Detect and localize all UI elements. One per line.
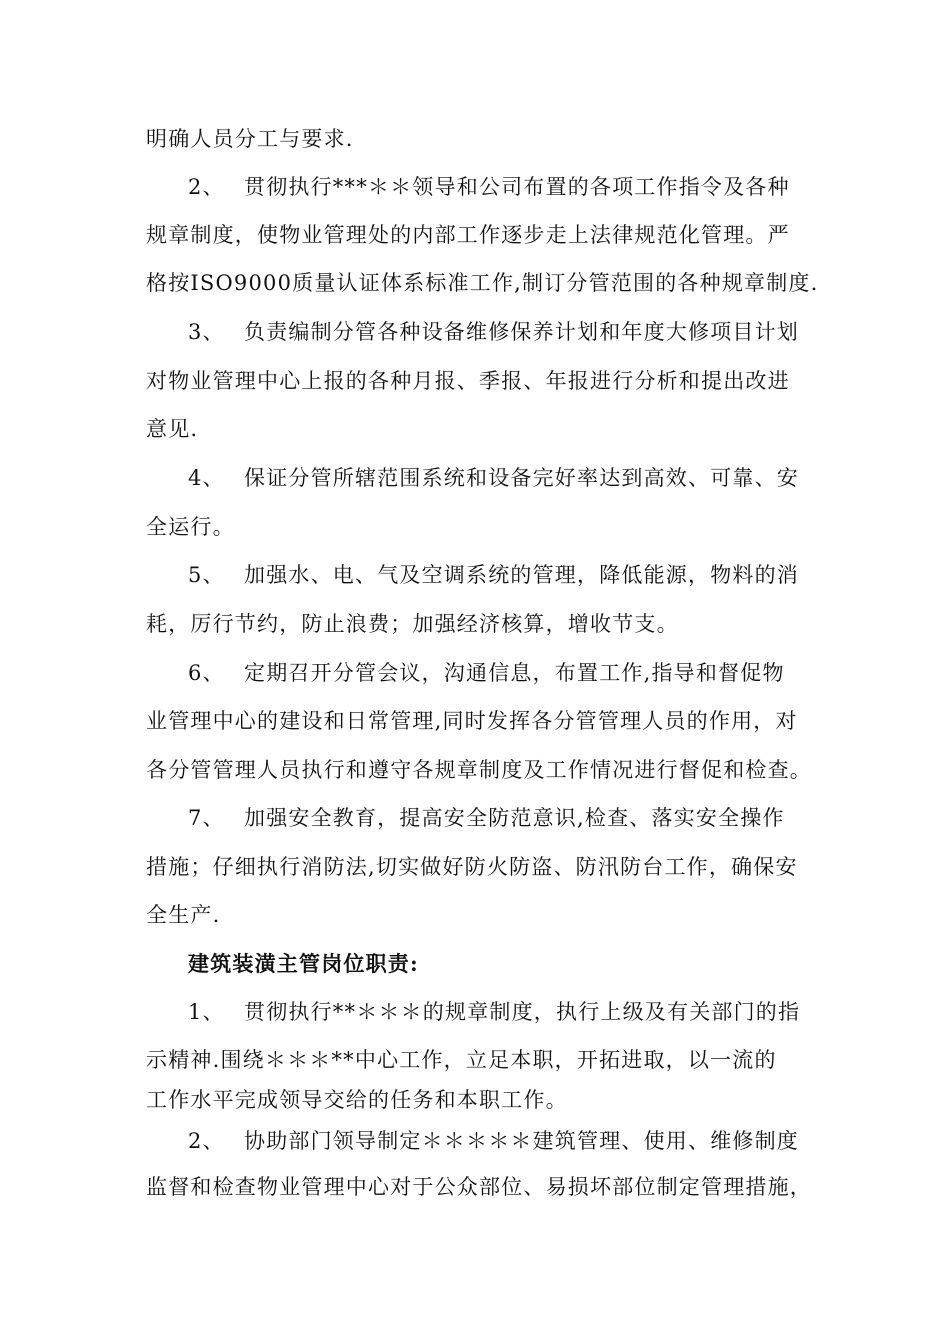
text-line: 对物业管理中心上报的各种月报、季报、年报进行分析和提出改进 <box>146 369 790 393</box>
list-item-line: 5、 加强水、电、气及空调系统的管理，降低能源，物料的消 <box>188 560 858 590</box>
list-item-line: 6、 定期召开分管会议，沟通信息，布置工作,指导和督促物 <box>188 658 858 688</box>
text-line: 格按ISO9000质量认证体系标准工作,制订分管范围的各种规章制度. <box>146 271 819 295</box>
section-heading: 建筑装潢主管岗位职责: <box>188 951 419 976</box>
item-number: 7、 <box>188 806 225 830</box>
text-line: 示精神.围绕＊＊＊**中心工作，立足本职，开拓进取，以一流的 <box>146 1048 777 1072</box>
item-number: 3、 <box>188 320 225 344</box>
text-line: 措施；仔细执行消防法,切实做好防火防盗、防汛防台工作，确保安 <box>146 855 798 879</box>
list-item-line: 3、 负责编制分管各种设备维修保养计划和年度大修项目计划 <box>188 317 858 347</box>
item-number: 5、 <box>188 563 225 587</box>
text-line: 规章制度，使物业管理处的内部工作逐步走上法律规范化管理。严 <box>146 223 790 247</box>
text-line: 全运行。 <box>146 515 235 539</box>
text-line: 全生产. <box>146 903 221 927</box>
text-line: 业管理中心的建设和日常管理,同时发挥各分管管理人员的作用，对 <box>146 709 798 733</box>
list-item-line: 2、 协助部门领导制定＊＊＊＊＊建筑管理、使用、维修制度 <box>188 1126 858 1156</box>
list-item-line: 7、 加强安全教育，提高安全防范意识,检查、落实安全操作 <box>188 803 858 833</box>
text-line: 耗，厉行节约，防止浪费；加强经济核算，增收节支。 <box>146 612 679 636</box>
text-line: 各分管管理人员执行和遵守各规章制度及工作情况进行督促和检查。 <box>146 758 812 782</box>
list-item-line: 1、 贯彻执行**＊＊＊的规章制度，执行上级及有关部门的指 <box>188 997 858 1027</box>
item-number: 2、 <box>188 175 225 199</box>
item-number: 6、 <box>188 661 225 685</box>
item-number: 2、 <box>188 1129 225 1153</box>
text-line: 意见. <box>146 417 199 441</box>
text-line: 工作水平完成领导交给的任务和本职工作。 <box>146 1088 568 1112</box>
text-line: 明确人员分工与要求. <box>146 127 354 151</box>
text-line: 监督和检查物业管理中心对于公众部位、易损坏部位制定管理措施， <box>146 1175 812 1199</box>
list-item-line: 2、 贯彻执行***＊＊领导和公司布置的各项工作指令及各种 <box>188 172 858 202</box>
item-number: 4、 <box>188 466 225 490</box>
item-number: 1、 <box>188 1000 225 1024</box>
list-item-line: 4、 保证分管所辖范围系统和设备完好率达到高效、可靠、安 <box>188 463 858 493</box>
